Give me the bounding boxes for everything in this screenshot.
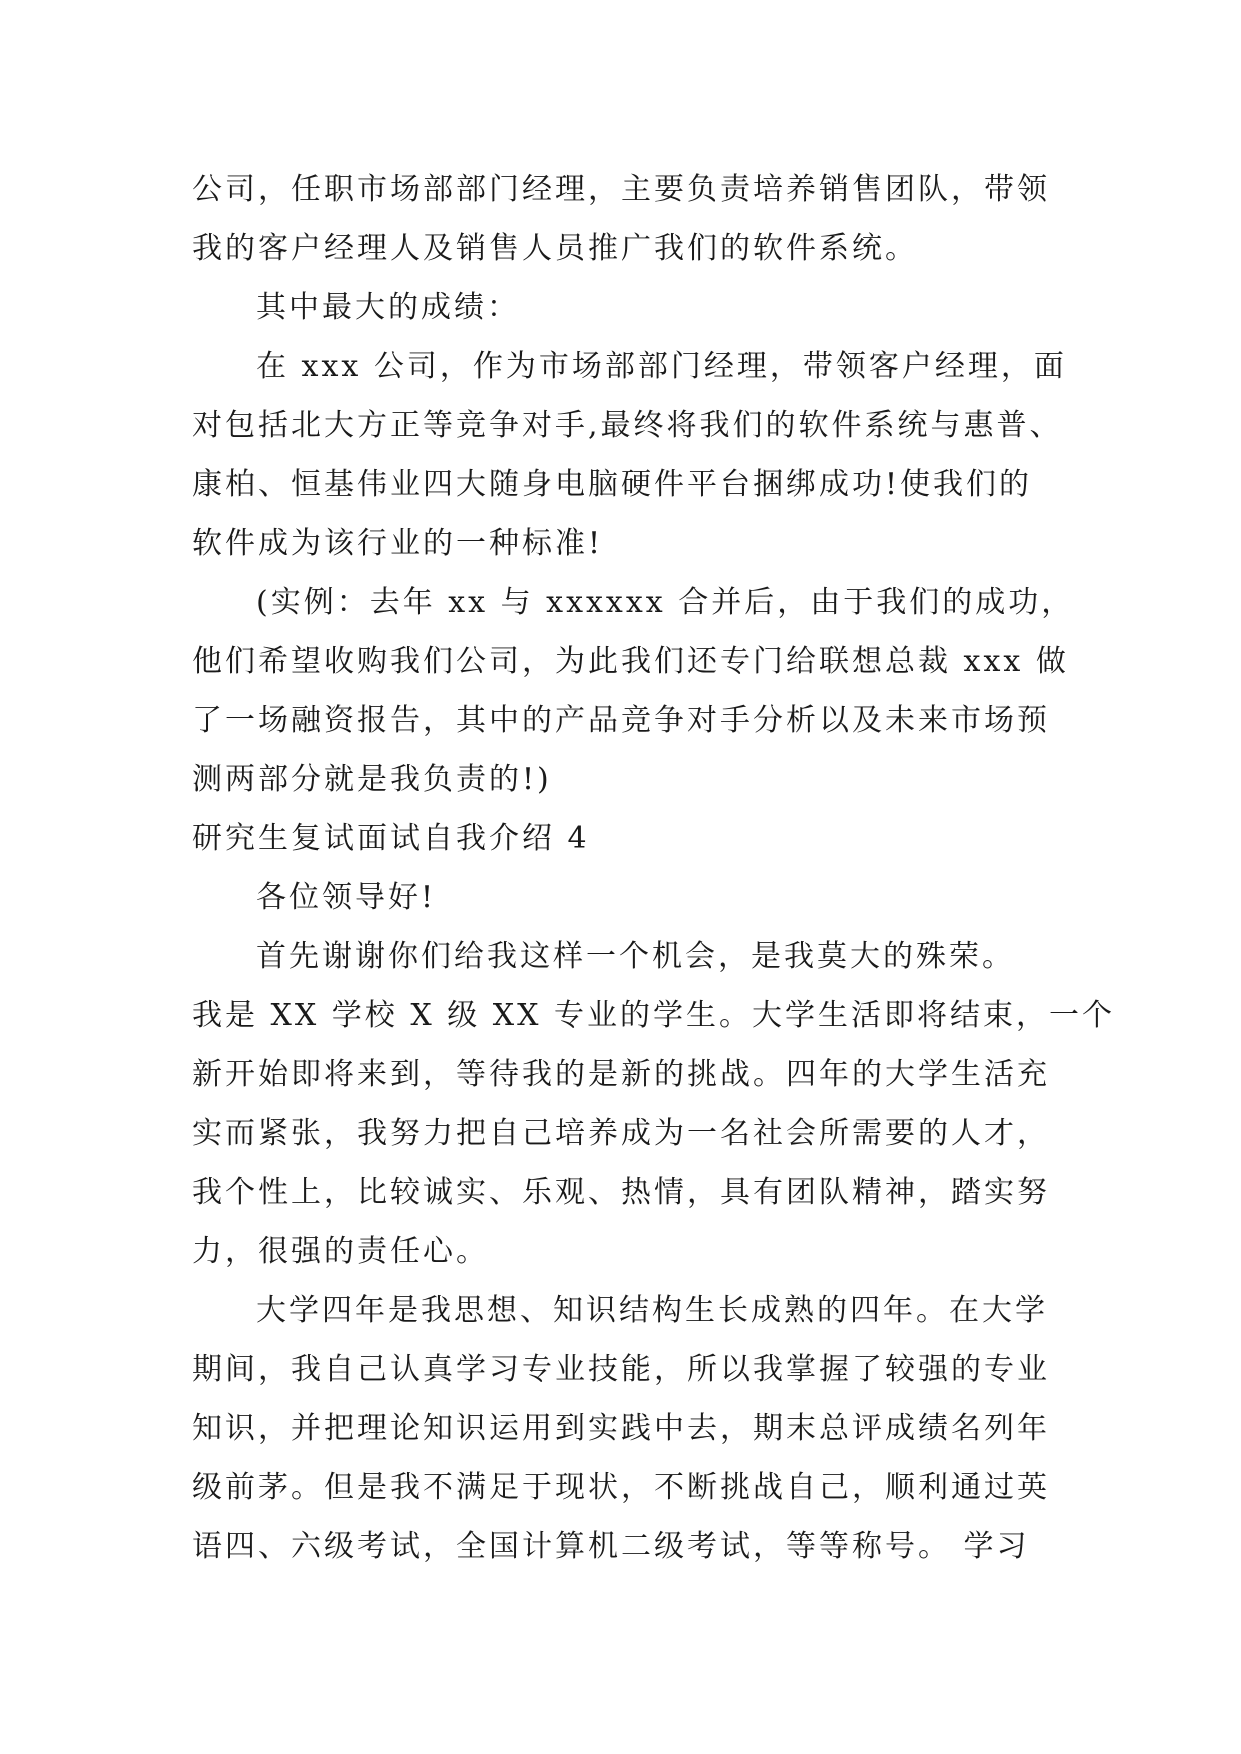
text-line: 级前茅。但是我不满足于现状，不断挑战自己，顺利通过英 — [192, 1470, 1050, 1505]
text-line: 语四、六级考试，全国计算机二级考试，等等称号。 学习 — [192, 1529, 1030, 1564]
text-line: 康柏、恒基伟业四大随身电脑硬件平台捆绑成功!使我们的 — [192, 467, 1033, 502]
text-line: 软件成为该行业的一种标准! — [192, 526, 604, 561]
paragraph-first-line: 其中最大的成绩： — [256, 290, 520, 325]
text-line: 我的客户经理人及销售人员推广我们的软件系统。 — [192, 231, 918, 266]
text-line: 他们希望收购我们公司，为此我们还专门给联想总裁 xxx 做 — [192, 644, 1069, 679]
paragraph-first-line: (实例：去年 xx 与 xxxxxx 合并后，由于我们的成功， — [256, 585, 1075, 620]
text-line: 力，很强的责任心。 — [192, 1234, 489, 1269]
text-line: 了一场融资报告，其中的产品竞争对手分析以及未来市场预 — [192, 703, 1050, 738]
text-line: 新开始即将来到，等待我的是新的挑战。四年的大学生活充 — [192, 1057, 1050, 1092]
paragraph-first-line: 各位领导好! — [256, 880, 437, 915]
paragraph-first-line: 大学四年是我思想、知识结构生长成熟的四年。在大学 — [256, 1293, 1048, 1328]
text-line: 期间，我自己认真学习专业技能，所以我掌握了较强的专业 — [192, 1352, 1050, 1387]
text-line: 我个性上，比较诚实、乐观、热情，具有团队精神，踏实努 — [192, 1175, 1050, 1210]
paragraph-first-line: 首先谢谢你们给我这样一个机会，是我莫大的殊荣。 — [256, 939, 1015, 974]
text-line: 测两部分就是我负责的!) — [192, 762, 552, 797]
text-line: 实而紧张，我努力把自己培养成为一名社会所需要的人才， — [192, 1116, 1050, 1151]
text-line: 研究生复试面试自我介绍 4 — [192, 821, 590, 856]
paragraph-first-line: 在 xxx 公司，作为市场部部门经理，带领客户经理，面 — [256, 349, 1067, 384]
text-line: 我是 XX 学校 X 级 XX 专业的学生。大学生活即将结束，一个 — [192, 998, 1116, 1033]
text-line: 对包括北大方正等竞争对手,最终将我们的软件系统与惠普、 — [192, 408, 1063, 443]
text-line: 公司，任职市场部部门经理，主要负责培养销售团队，带领 — [192, 172, 1050, 207]
document-body — [192, 160, 1116, 1576]
text-line: 知识，并把理论知识运用到实践中去，期末总评成绩名列年 — [192, 1411, 1050, 1446]
